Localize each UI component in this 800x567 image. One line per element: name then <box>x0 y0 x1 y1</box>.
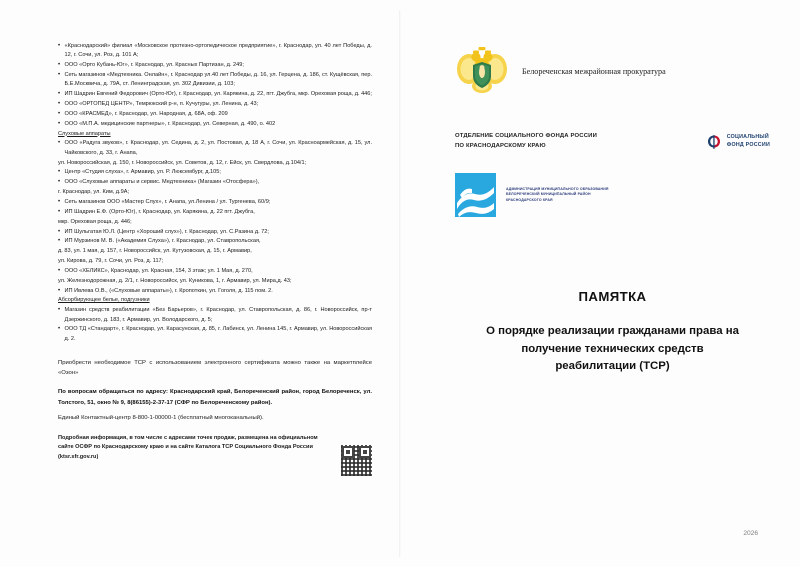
section-heading-hearing-aids: Слуховые аппараты <box>58 130 111 137</box>
administration-line-2: БЕЛОРЕЧЕНСКИЙ МУНИЦИПАЛЬНЫЙ РАЙОН <box>506 192 591 197</box>
list-item: • «Краснодарский» филиал «Московское протезно-ортопедическое предприятие», г. Краснодар, ул. 40 лет Победы, д. 12, г. Сочи, ул. Роз, д. 101 А; <box>58 42 372 61</box>
list-item: • ООО «М.П.А. медицинские партнеры», г. Краснодар, ул. Северная, д. 490, о. 402 <box>58 120 372 129</box>
sfr-logo-line-1: СОЦИАЛЬНЫЙ <box>726 134 769 141</box>
list-item: • ООО «ОРТОПЕД ЦЕНТР», Темрюкский р-н, п. Кучугуры, ул. Ленина, д. 43; <box>58 100 372 109</box>
footer-info-text: Подробная информация, в том числе с адресами точек продаж, размещена на официальном сайте ОСФР по Краснодарскому краю и на сайте Каталога ТСР Социального Фонда России (ktsr.sfr.gov.ru) <box>58 434 318 460</box>
administration-row <box>455 173 770 217</box>
list-item: • ООО «ХЕЛИКС», Краснодар, ул. Красная, 154, 3 этаж; ул. 1 Мая, д. 270, <box>58 267 372 276</box>
page-subtitle-line-2: получение технических средств <box>521 342 704 355</box>
spacer <box>58 345 372 358</box>
publication-year: 2026 <box>743 530 758 537</box>
list-item-cont: ул. Новороссийская, д. 150, г. Новороссийск, ул. Советов, д. 12, г. Ейск, ул. Свердлова, д.104/1; <box>58 159 307 166</box>
list-item: • Сеть магазинов ООО «Мастер Слух», г. Анапа, ул.Ленина / ул. Тургенева, 60/9; <box>58 198 372 207</box>
belorechensk-district-crest-icon <box>455 173 496 217</box>
footer-block <box>58 434 372 476</box>
contact-note: По вопросам обращаться по адресу: Краснодарский край, Белореченский район, город Белореченск, ул. Толстого, 51, окно № 9, 8(86155)-2-37-17 (СФР по Белореченскому район). <box>58 389 372 406</box>
sfr-logo-text <box>727 134 770 148</box>
list-item: • Сеть магазинов «Медтехника. Онлайн», г. Краснодар ул.40 лет Победы, д. 16, ул. Герцена, д. 186, ст. Кущёвская, пер. Б.Е.Москвича, д. 79А, ст. Ленинградская, ул. 302 Дивизии, д. 103; <box>58 71 372 90</box>
prosecutor-office-name: Белореченская межрайонная прокуратура <box>522 66 666 76</box>
prosecutor-eagle-emblem-icon <box>455 45 509 99</box>
vendor-list <box>58 42 372 129</box>
sfr-department-line-1: ОТДЕЛЕНИЕ СОЦИАЛЬНОГО ФОНДА РОССИИ <box>455 133 597 139</box>
sfr-department-name <box>455 132 597 151</box>
administration-line-1: АДМИНИСТРАЦИЯ МУНИЦИПАЛЬНОГО ОБРАЗОВАНИЯ <box>506 186 609 191</box>
hotline-note: Единый Контактный-центр 8-800-1-00000-1 (бесплатный многоканальный). <box>58 415 264 422</box>
list-item-cont: мкр. Ореховая роща, д. 446; <box>58 218 132 225</box>
list-item-cont: д. 83, ул. 1 мая, д. 157, г. Новороссийск, ул. Кутузовская, д. 15, г. Армавир, <box>58 248 252 255</box>
list-item: • ООО «Слуховые аппараты и сервис. Медтехника» (Магазин «Отосфера»), <box>58 178 372 187</box>
list-item: • ИП Шадрин Евгений Федорович (Орто-Юг), г. Краснодар, ул. Карякина, д. 22, пгт. Джубга, мкр. Ореховая роща, д. 446; <box>58 90 372 99</box>
right-page <box>400 0 800 567</box>
list-item: • ООО «КРАСМЕД», г. Краснодар, ул. Народная, д. 68А, оф. 209 <box>58 110 372 119</box>
administration-name <box>506 187 609 204</box>
sfr-logo <box>706 134 770 150</box>
page-subtitle-line-1: О порядке реализации гражданами права на <box>486 325 739 337</box>
sfr-department-line-2: ПО КРАСНОДАРСКОМУ КРАЮ <box>455 142 546 149</box>
page-subtitle-line-3: реабилитации (ТСР) <box>555 360 670 372</box>
list-item: • ИП Шульгатая Ю.Л. (Центр «Хороший слух»), г. Краснодар, ул. С.Разина д. 72; <box>58 228 372 237</box>
list-item: • Центр «Студия слуха», г. Армавир, ул. Р. Люксембург, д.105; <box>58 168 372 177</box>
list-item: • ИП Мурзинов М. В. («Академия Слуха»), г. Краснодар, ул. Ставропольская, <box>58 237 372 246</box>
page-title: ПАМЯТКА <box>578 289 647 304</box>
spacer <box>58 378 372 387</box>
section-heading-absorbent: Абсорбирующее белье, подгузники <box>58 297 150 304</box>
hearing-aids-list <box>58 139 372 296</box>
list-item: • ИП Шадрин Е.Ф. (Орто-Юг), г. Краснодар, ул. Карякина, д. 22 пгт. Джубга, <box>58 208 372 217</box>
list-item: • ООО ТД «Стандарт», г. Краснодар, ул. Карасунская, д. 85, г. Лабинск, ул. Ленина 145, г. Армавир, ул. Новороссийская д. 2. <box>58 325 372 344</box>
list-item-cont: г. Краснодар, ул. Ким, д.9А; <box>58 189 130 196</box>
page-subtitle <box>455 323 770 376</box>
list-item: • ИП Ивлева О.В., («Слуховые аппараты»), г. Кропоткин, ул. Гоголя, д. 115 пом. 2. <box>58 287 372 296</box>
qr-code-icon[interactable] <box>341 445 372 476</box>
list-item: • ООО «Радуга звуков», г. Краснодар, ул. Седина, д. 2, ул. Постовая, д. 18 А, г. Сочи, ул. Красноармейская, д. 15, ул. Чайковского, д. 33, г. Анапа, <box>58 139 372 158</box>
list-item-cont: ул. Железнодорожная, д. 2/1, г. Новороссийск, ул. Куникова, 1, г. Армавир, ул. Мира,д. 43; <box>58 277 292 284</box>
page-fold-divider <box>399 10 401 557</box>
administration-line-3: КРАСНОДАРСКОГО КРАЯ <box>506 197 553 202</box>
sfr-department-row <box>455 132 770 151</box>
marketplace-note: Приобрести необходимое ТСР с использованием электронного сертификата можно также на маркетплейсе «Озон» <box>58 359 372 377</box>
absorbent-list <box>58 306 372 344</box>
list-item-cont: ул. Кирова, д. 79, г. Сочи, ул. Роз, д. 117; <box>58 258 164 265</box>
list-item: • Магазин средств реабилитации «Без Барьеров», г. Краснодар, ул. Ставропольская, д. 86, г. Новороссийск, пр-т Дзержинского, д. 183, г. Армавир, ул. Володарского, д. 5; <box>58 306 372 325</box>
sfr-logo-line-2: ФОНД РОССИИ <box>726 141 770 148</box>
sfr-monogram-icon <box>706 134 722 150</box>
list-item: • ООО «Орто Кубань-Юг», г. Краснодар, ул. Красных Партизан, д. 249; <box>58 61 372 70</box>
prosecutor-header <box>455 45 770 99</box>
